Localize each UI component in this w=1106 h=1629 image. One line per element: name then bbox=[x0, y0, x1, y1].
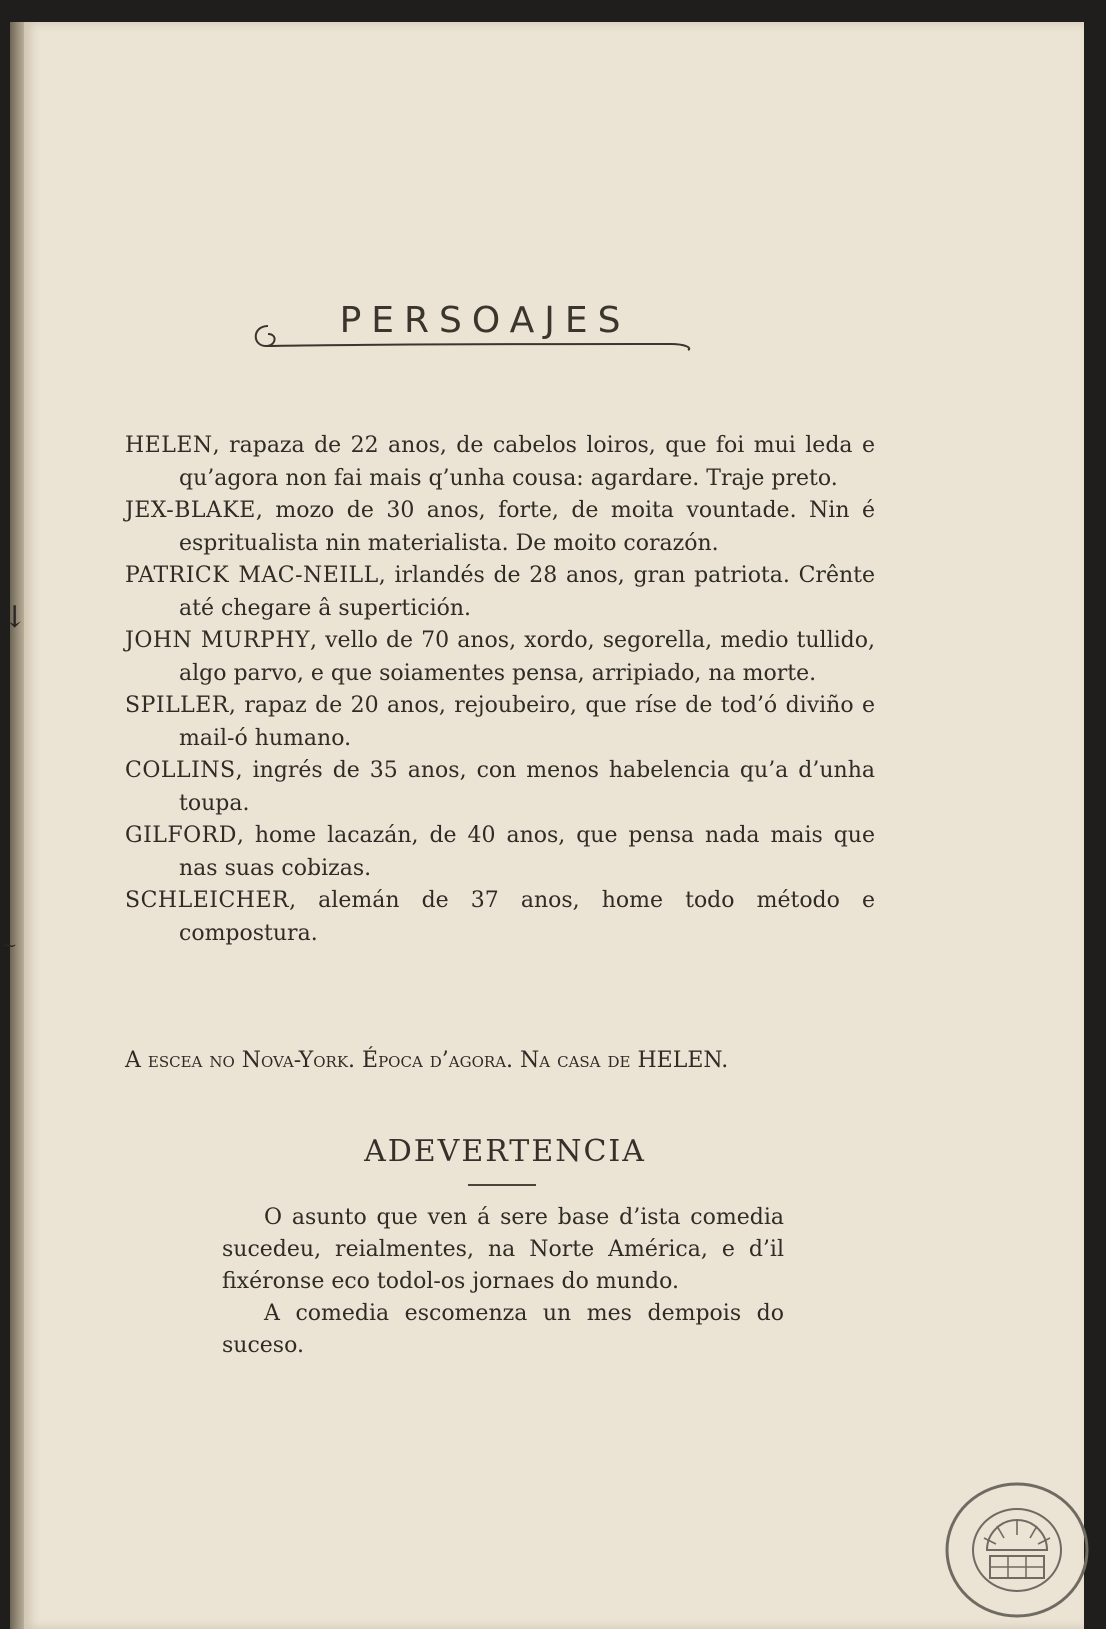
cast-entry bbox=[125, 625, 875, 690]
scene-period: . bbox=[721, 1048, 729, 1073]
page-title: PERSOAJES bbox=[339, 300, 631, 341]
character-name: PATRICK MAC-NEILL bbox=[125, 563, 379, 588]
scene-character: HELEN bbox=[637, 1048, 722, 1073]
character-description: , home lacazán, de 40 anos, que pensa nada mais que nas suas cobizas. bbox=[179, 823, 875, 881]
library-stamp-icon bbox=[942, 1480, 1092, 1620]
character-description: , rapaza de 22 anos, de cabelos loiros, que foi mui leda e qu’agora non fai mais q’unha cousa: agardare. Traje preto. bbox=[179, 433, 875, 491]
character-description: , rapaz de 20 anos, rejoubeiro, que ríse de tod’ó diviño e mail-ó humano. bbox=[179, 693, 875, 751]
cast-list bbox=[125, 430, 875, 950]
character-name: JEX-BLAKE bbox=[125, 498, 256, 523]
character-name: SCHLEICHER bbox=[125, 888, 290, 913]
cast-entry bbox=[125, 560, 875, 625]
character-description: , ingrés de 35 anos, con menos habelencia qu’a d’unha toupa. bbox=[179, 758, 875, 816]
character-description: , alemán de 37 anos, home todo método e compostura. bbox=[179, 888, 875, 946]
cast-entry bbox=[125, 885, 875, 950]
advertencia-paragraph: O asunto que ven á sere base d’ista comedia sucedeu, reialmentes, na Norte América, e d’il fixéronse eco todol-os jornaes do mundo. bbox=[222, 1205, 784, 1294]
title-block bbox=[250, 300, 720, 370]
margin-mark-bottom: ~ bbox=[2, 935, 18, 956]
character-description: , mozo de 30 anos, forte, de moita vountade. Nin é espritualista nin materialista. De moito corazón. bbox=[179, 498, 875, 556]
cast-entry bbox=[125, 430, 875, 495]
cast-entry bbox=[125, 495, 875, 560]
advertencia-paragraph: A comedia escomenza un mes dempois do suceso. bbox=[222, 1301, 784, 1358]
character-name: JOHN MURPHY bbox=[125, 628, 311, 653]
heading-rule bbox=[468, 1184, 536, 1186]
character-name: HELEN bbox=[125, 433, 213, 458]
character-name: GILFORD bbox=[125, 823, 237, 848]
page-edge bbox=[10, 22, 24, 1629]
margin-mark-top: ↓ bbox=[2, 600, 28, 635]
character-description: , irlandés de 28 anos, gran patriota. Crênte até chegare â supertición. bbox=[179, 563, 875, 621]
character-description: , vello de 70 anos, xordo, segorella, medio tullido, algo parvo, e que soiamentes pensa, arripiado, na morte. bbox=[179, 628, 875, 686]
cast-entry bbox=[125, 690, 875, 755]
advertencia-body bbox=[222, 1202, 784, 1362]
scene-text: A escea no Nova-York. Época d’agora. Na casa de bbox=[125, 1048, 638, 1073]
scene-setting bbox=[125, 1048, 875, 1073]
character-name: COLLINS bbox=[125, 758, 236, 783]
advertencia-heading: ADEVERTENCIA bbox=[364, 1134, 646, 1169]
cast-entry bbox=[125, 755, 875, 820]
character-name: SPILLER bbox=[125, 693, 229, 718]
cast-entry bbox=[125, 820, 875, 885]
